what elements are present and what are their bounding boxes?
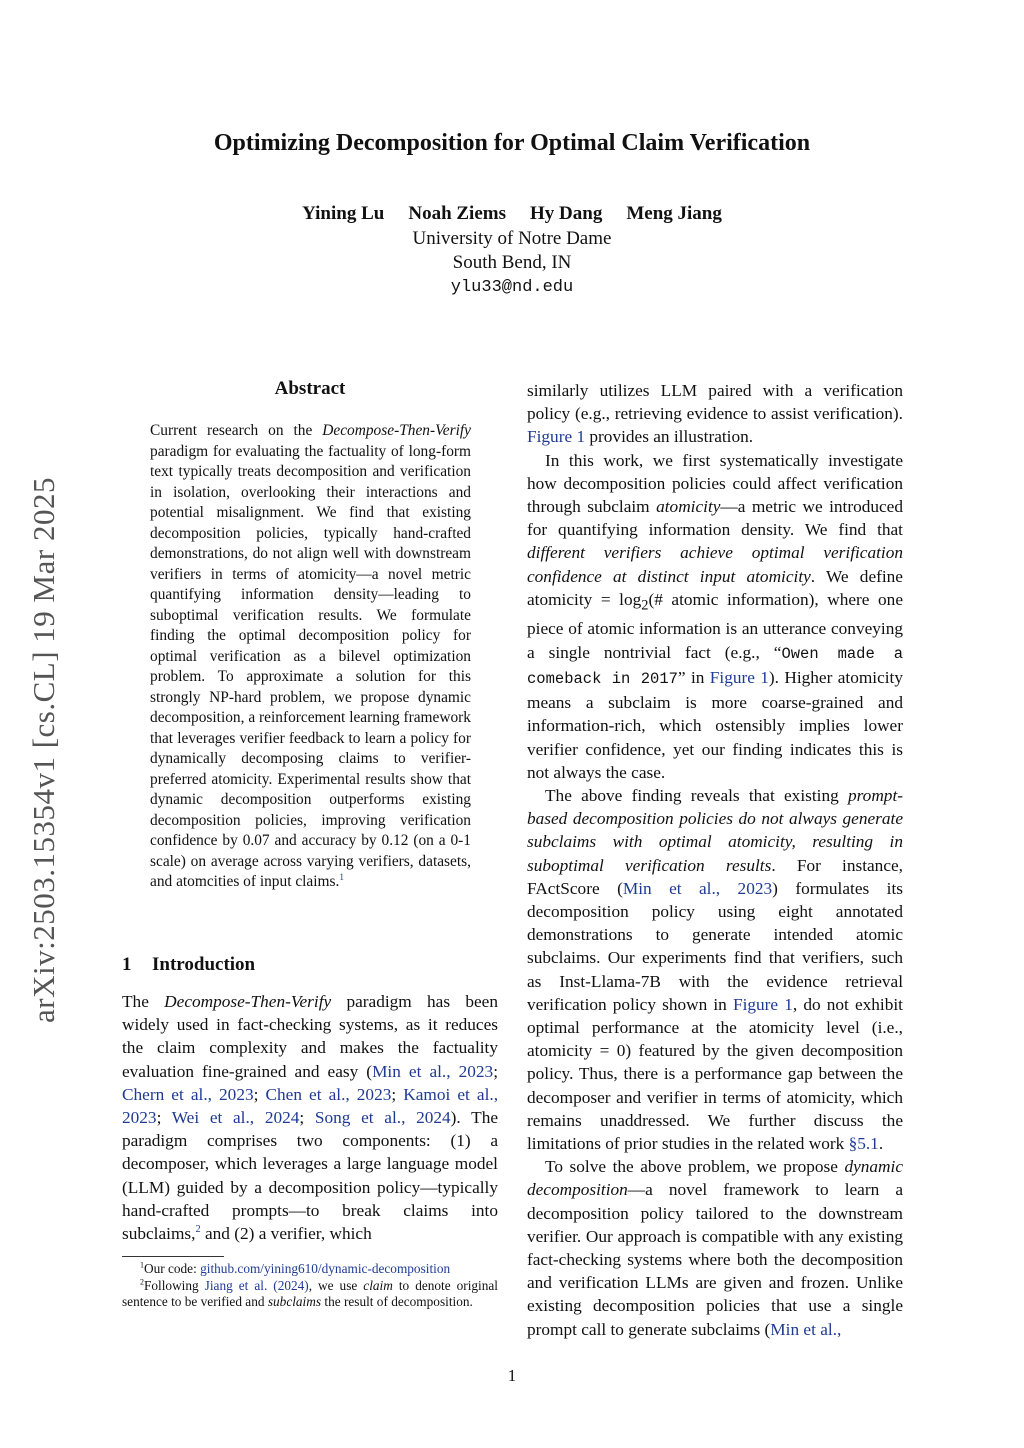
code-link[interactable]: github.com/yining610/dynamic-decomposition xyxy=(200,1261,451,1276)
author-name: Hy Dang xyxy=(530,203,603,224)
figure-ref[interactable]: Figure 1 xyxy=(709,667,769,687)
paragraph: The above finding reveals that existing prompt-based decomposition policies do not always generate subclaims with optimal atomicity, resulting in suboptimal verification results. For instance, FActScore (Min et al., 2023) formulates its decomposition policy using eight annotated demonstrations to generate intended atomic subclaims. Our experiments find that verifiers, such as Inst-Llama-7B with the evidence retrieval verification policy shown in Figure 1, do not exhibit optimal performance at the atomicity level (i.e., atomicity = 0) featured by the given decomposition policy. Thus, there is a performance gap between the decomposer and verifier in terms of atomicity, which remains unaddressed. We further discuss the limitations of prior studies in the related work §5.1. xyxy=(527,785,903,1153)
paragraph: In this work, we first systematically investigate how decomposition policies could affect verification through subclaim atomicity—a metric we introduced for quantifying information density. We find that different verifiers achieve optimal verification confidence at distinct input atomicity. We define atomicity = $\log_2(\#$ atomic information), where one piece of atomic information is an utterance conveying a single nontrivial fact (e.g., “Owen made a comeback in 2017” in Figure 1). Higher atomicity means a subclaim is more coarse-grained and information-rich, which ostensibly implies lower verifier confidence, yet our finding indicates this is not always the case. xyxy=(527,450,903,782)
citation-link[interactable]: Min et al., 2023 xyxy=(622,878,773,898)
figure-ref[interactable]: Figure 1 xyxy=(527,427,586,447)
abstract-heading: Abstract xyxy=(274,378,346,399)
arxiv-side-label: arXiv:2503.15354v1 [cs.CL] 19 Mar 2025 xyxy=(26,477,61,1023)
intro-left-column: The Decompose-Then-Verify paradigm has been widely used in fact-checking systems, as it reduces the claim complexity and makes the factuality evaluation fine-grained and easy (Min et al., 2023; Chern et al., 2023; Chen et al., 2023; Kamoi et al., 2023; Wei et al., 2024; Song et al., 2024). The paradigm comprises two components: (1) a decomposer, which leverages a large language model (LLM) guided by a decomposition policy—typically hand-crafted prompts—to break claims into subclaims,$^2$ and (2) a verifier, which xyxy=(122,992,499,1244)
intro-right-column xyxy=(527,379,903,1341)
author-name: Yining Lu xyxy=(302,203,385,224)
section-ref[interactable]: §5.1 xyxy=(848,1133,879,1153)
page-number: 1 xyxy=(507,1366,517,1385)
author-name: Meng Jiang xyxy=(626,203,722,224)
section-title: Introduction xyxy=(152,954,256,975)
citation-link[interactable]: Min et al., xyxy=(770,1319,842,1339)
citation-link[interactable]: Min et al., 2023 xyxy=(372,1061,494,1081)
section-number: 1 xyxy=(122,954,132,975)
affiliation-location: South Bend, IN xyxy=(452,252,572,273)
affiliation-university: University of Notre Dame xyxy=(412,228,612,249)
citation-link[interactable]: Kamoi et al., 2023 xyxy=(122,1084,499,1128)
paper-title: Optimizing Decomposition for Optimal Claim Verification xyxy=(213,130,811,156)
author-list xyxy=(0,203,1024,225)
paragraph: To solve the above problem, we propose dynamic decomposition—a novel framework to learn a decomposition policy tailored to the downstream verifier. Our approach is compatible with any existing fact-checking systems where both the decomposition and verification LLMs are given and frozen. Unlike existing decomposition policies that use a single prompt call to generate subclaims (Min et al., xyxy=(527,1157,903,1339)
citation-link[interactable]: Chern et al., 2023 xyxy=(122,1084,254,1104)
citation-link[interactable]: Chen et al., 2023 xyxy=(265,1084,392,1104)
citation-link[interactable]: Jiang et al. (2024) xyxy=(204,1277,309,1293)
figure-ref[interactable]: Figure 1 xyxy=(732,994,793,1014)
footnote-divider xyxy=(122,1256,224,1257)
author-name: Noah Ziems xyxy=(408,203,506,224)
footnotes: $^1$Our code: github.com/yining610/dynamic-decomposition $^2$Following Jiang et al. (2024), we use claim to denote original sentence to be verified and subclaims the result of decomposition. xyxy=(122,1260,498,1309)
footnote-ref[interactable]: 2 xyxy=(195,1224,201,1236)
author-email[interactable]: ylu33@nd.edu xyxy=(450,278,574,297)
citation-link[interactable]: Song et al., 2024 xyxy=(314,1108,451,1128)
abstract-body: Current research on the Decompose-Then-Verify paradigm for evaluating the factuality of long-form text typically treats decomposition and verification in isolation, overlooking their interactions and potential misalignment. We find that existing decomposition policies, typically hand-crafted demonstrations, do not align well with downstream verifiers in terms of atomicity—a novel metric quantifying information density—leading to suboptimal verification results. We formulate finding the optimal decomposition policy for optimal verification as a bilevel optimization problem. To approximate a solution for this strongly NP-hard problem, we propose dynamic decomposition, a reinforcement learning framework that leverages verifier feedback to learn a policy for dynamically decomposing claims to verifier-preferred atomicity. Experimental results show that dynamic decomposition outperforms existing decomposition policies, improving verification confidence by 0.07 and accuracy by 0.12 (on a 0-1 scale) on average across varying verifiers, datasets, and atomcities of input claims.$^1$ xyxy=(150,422,471,890)
footnote-ref[interactable]: 1 xyxy=(339,871,344,882)
citation-link[interactable]: Wei et al., 2024 xyxy=(171,1108,300,1128)
section-heading xyxy=(122,954,255,976)
paragraph: similarly utilizes LLM paired with a verification policy (e.g., retrieving evidence to assist verification). Figure 1 provides an illustration. xyxy=(527,381,903,447)
